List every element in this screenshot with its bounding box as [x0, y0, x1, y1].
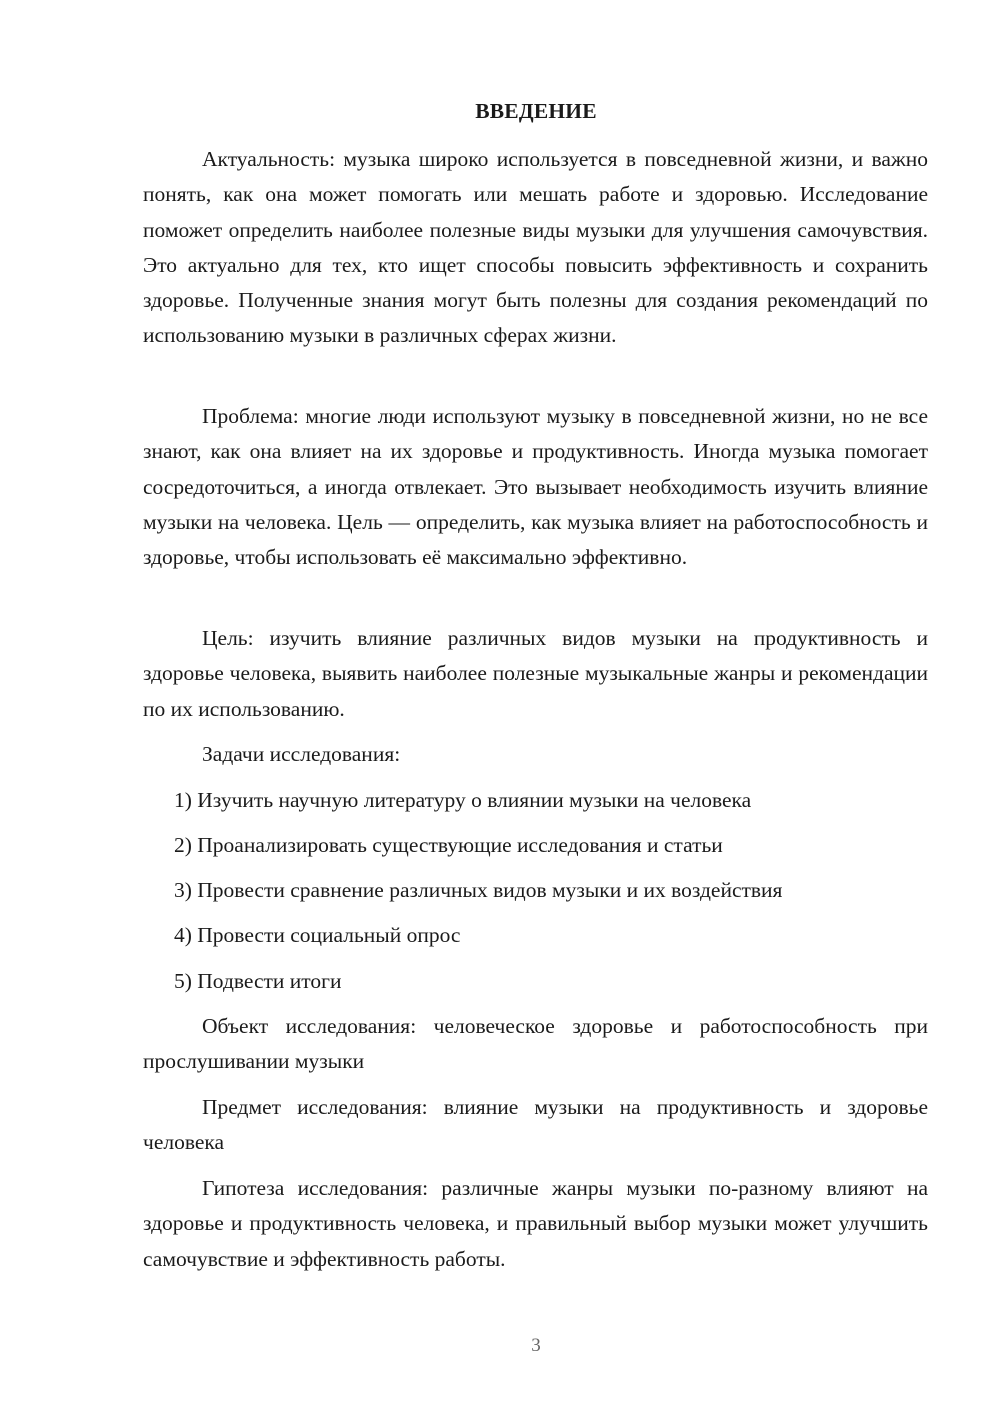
- list-item: 5) Подвести итоги: [174, 969, 342, 993]
- problem-paragraph: Проблема: многие люди используют музыку в повседневной жизни, но не все знают, как она влияет на их здоровье и продуктивность. Иногда музыка помогает сосредоточиться, а иногда отвлекает. Это вызывает необходимость изучить влияние музыки на человека. Цель — определить, как музыка влияет на работоспособность и здоровье, чтобы использовать её максимально эффективно.: [143, 404, 928, 570]
- subject-paragraph: Предмет исследования: влияние музыки на продуктивность и здоровье человека: [143, 1095, 928, 1155]
- hypothesis-paragraph: Гипотеза исследования: различные жанры музыки по-разному влияют на здоровье и продуктивность человека, и правильный выбор музыки может улучшить самочувствие и эффективность работы.: [143, 1176, 928, 1271]
- list-item: 2) Проанализировать существующие исследования и статьи: [174, 833, 723, 857]
- list-item: 4) Провести социальный опрос: [174, 923, 461, 947]
- relevance-paragraph: Актуальность: музыка широко используется в повседневной жизни, и важно понять, как она может помогать или мешать работе и здоровью. Исследование поможет определить наиболее полезные виды музыки для улучшения самочувствия. Это актуально для тех, кто ищет способы повысить эффективность и сохранить здоровье. Полученные знания могут быть полезны для создания рекомендаций по использованию музыки в различных сферах жизни.: [143, 147, 928, 348]
- list-item: 3) Провести сравнение различных видов музыки и их воздействия: [174, 878, 783, 902]
- page-number: 3: [531, 1335, 541, 1356]
- object-paragraph: Объект исследования: человеческое здоровье и работоспособность при прослушивании музыки: [143, 1014, 928, 1074]
- list-item: 1) Изучить научную литературу о влиянии музыки на человека: [174, 788, 752, 812]
- page-title: ВВЕДЕНИЕ: [475, 99, 597, 123]
- tasks-heading: Задачи исследования:: [202, 742, 401, 766]
- goal-paragraph: Цель: изучить влияние различных видов музыки на продуктивность и здоровье человека, выявить наиболее полезные музыкальные жанры и рекомендации по их использованию.: [143, 626, 928, 721]
